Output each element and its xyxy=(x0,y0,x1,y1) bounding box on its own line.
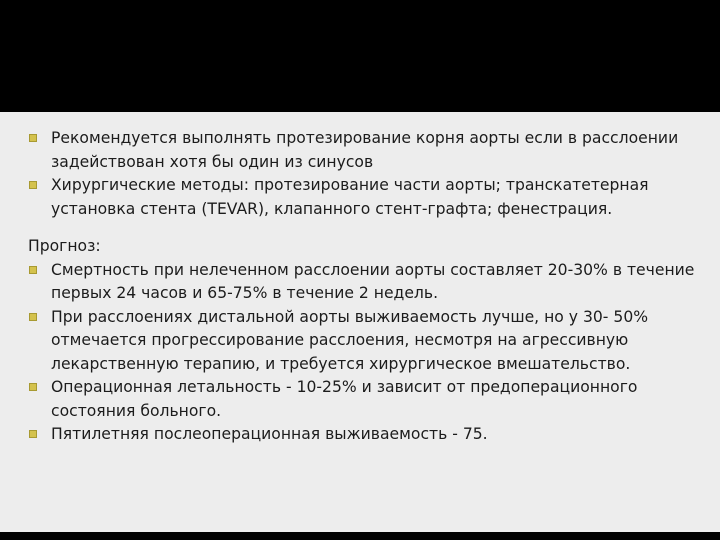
list-item xyxy=(28,306,698,377)
bullet-text: Пятилетняя послеоперационная выживаемость - 75. xyxy=(51,425,488,443)
list-item xyxy=(28,423,698,447)
list-item xyxy=(28,174,698,221)
bullet-text: Рекомендуется выполнять протезирование корня аорты если в расслоении задействован хотя бы один из синусов xyxy=(51,129,679,171)
list-item xyxy=(28,127,698,174)
bullet-text: Смертность при нелеченном расслоении аорты составляет 20-30% в течение первых 24 часов и 65-75% в течение 2 недель. xyxy=(51,260,695,302)
bullet-text: Хирургические методы: протезирование части аорты; транскатетерная установка стента (TEVAR), клапанного стент-графта; фенестрация. xyxy=(51,176,649,218)
list-item xyxy=(28,259,698,306)
square-bullet-icon xyxy=(29,430,37,438)
prognosis-heading: Прогноз: xyxy=(28,237,101,255)
bullet-text: Операционная летальность - 10-25% и зависит от предоперационного состояния больного. xyxy=(51,378,638,420)
content-panel xyxy=(0,112,720,532)
title-area xyxy=(0,0,720,112)
slide-body xyxy=(28,127,698,447)
square-bullet-icon xyxy=(29,181,37,189)
square-bullet-icon xyxy=(29,383,37,391)
list-item xyxy=(28,376,698,423)
bottom-border xyxy=(0,532,720,540)
square-bullet-icon xyxy=(29,134,37,142)
bullet-text: При расслоениях дистальной аорты выживаемость лучше, но у 30- 50% отмечается прогрессирование расслоения, несмотря на агрессивную лекарственную терапию, и требуется хирургическое вмешательство. xyxy=(51,307,649,373)
square-bullet-icon xyxy=(29,313,37,321)
square-bullet-icon xyxy=(29,266,37,274)
